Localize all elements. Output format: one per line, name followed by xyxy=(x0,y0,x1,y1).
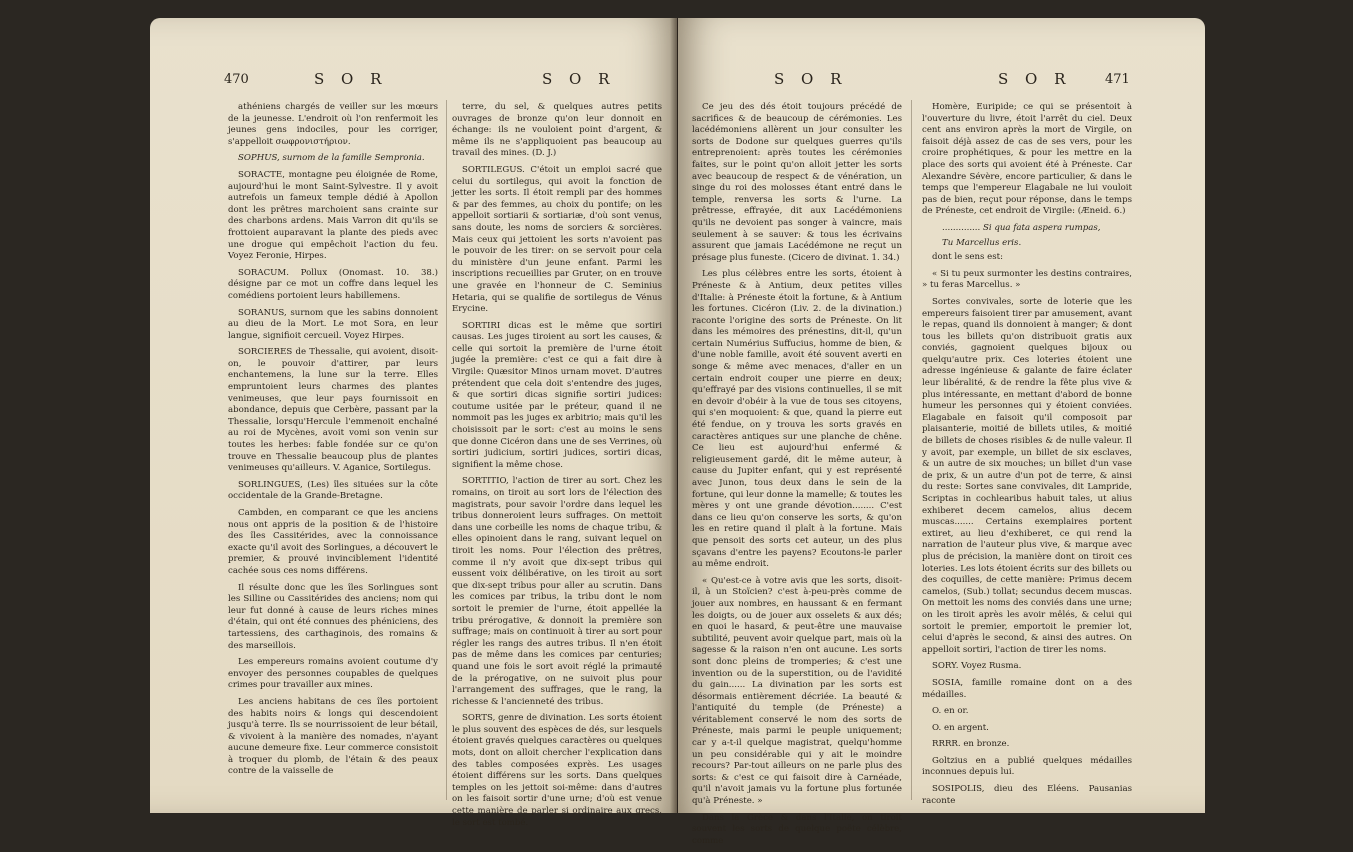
paragraph: Homère, Euripide; ce qui se présentoit à l'ouverture du livre, étoit l'arrêt du ciel. Deux cent ans environ après la mort de Virgile, on faisoit déjà assez de cas de ses vers, pour les croire prophétiques, & pour les mettre en la place des sorts qui avoient été à Préneste. Car Alexandre Sévère, encore particulier, & dans le temps que l'empereur Elagabale ne lui vouloit pas de bien, reçut pour réponse, dans le temps de Préneste, cet endroit de Virgile: (Æneid. 6.) xyxy=(922,102,1132,217)
column-rule xyxy=(446,100,447,800)
running-head-word: S O R xyxy=(314,70,388,88)
paragraph: athéniens chargés de veiller sur les mœurs de la jeunesse. L'endroit où l'on renfermoit les jeunes gens indociles, pour les corriger, s'appelloit σωφρονιστήριον. xyxy=(228,102,438,147)
page-number: 471 xyxy=(1105,72,1130,87)
paragraph: Ce jeu des dés étoit toujours précédé de sacrifices & de beaucoup de cérémonies. Les lacédémoniens allèrent un jour consulter les sorts de Dodone sur quelques guerres qu'ils entreprenoient: après toutes les cérémonies faites, sur le point qu'on alloit jetter les sorts avec beaucoup de respect & de vénération, un singe du roi des molosses étant entré dans le temple, renversa les sorts & l'urne. La prêtresse, effrayée, dit aux Lacédémoniens qu'ils ne devoient pas songer à vaincre, mais seulement à se sauver: & tous les écrivains assurent que jamais Lacédémone ne reçut un présage plus funeste. (Cicero de divinat. 1. 34.) xyxy=(692,102,902,263)
left-page xyxy=(150,18,677,828)
column-rule xyxy=(911,100,912,800)
paragraph: Les anciens habitans de ces îles portoient des habits noirs & longs qui descendoient jusqu'à terre. Ils se nourrissoient de leur bétail, & vivoient à la manière des nomades, n'ayant aucune demeure fixe. Leur commerce consistoit à troquer du plomb, de l'étain & des peaux contre de la vaisselle de xyxy=(228,696,438,777)
paragraph: SORY. Voyez Rusma. xyxy=(932,661,1022,672)
paragraph: SOSIA, famille romaine dont on a des médailles. xyxy=(922,677,1132,700)
paragraph: SORTILEGUS. C'étoit un emploi sacré que celui du sortilegus, qui avoit la fonction de jetter les sorts. Il étoit rempli par des hommes & par des femmes, au choix du pontife; on les appelloit sortiarii & sortiariæ, d'où sont venus, sans doute, les noms de sorciers & sorcières. Mais ceux qui jettoient les sorts n'avoient pas le pouvoir de les tirer: on se servoit pour cela du ministère d'un jeune enfant. Parmi les inscriptions recueillies par Gruter, on en trouve une gravée en l'honneur de C. Seminius Hetaria, qui se qualifie de sortilegus de Vénus Erycine. xyxy=(452,164,662,315)
verse-line: Tu Marcellus eris. xyxy=(942,237,1022,248)
paragraph: SOPHUS, surnom de la famille Sempronia. xyxy=(238,153,425,164)
paragraph: terre, du sel, & quelques autres petits ouvrages de bronze qu'on leur donnoit en échange: ils ne vouloient point d'argent, & même ils ne s'appliquoient pas beaucoup au travail des mines. (D. J.) xyxy=(452,102,662,159)
paragraph: SORTS, genre de divination. Les sorts étoient le plus souvent des espèces de dés, sur lesquels étoient gravés quelques caractères ou quelques mots, dont on alloit chercher l'explication dans des tables composées exprès. Les usages étoient différens sur les sorts. Dans quelques temples on les jettoit soi-même: dans d'autres on les faisoit sortir d'une urne; d'où est venue cette manière de parler si ordinaire aux grecs, le sort est tombé. xyxy=(452,713,662,828)
paragraph: SORLINGUES, (Les) îles situées sur la côte occidentale de la Grande-Bretagne. xyxy=(228,479,438,502)
paragraph: SORANUS, surnom que les sabins donnoient au dieu de la Mort. Le mot Sora, en leur langue, signifioit cercueil. Voyez Hirpes. xyxy=(228,307,438,341)
running-head-word: S O R xyxy=(542,70,616,88)
paragraph: O. en or. xyxy=(932,706,969,717)
paragraph: SORACUM. Pollux (Onomast. 10. 38.) désigne par ce mot un coffre dans lequel les comédiens portoient leurs habillemens. xyxy=(228,267,438,301)
paragraph: O. en argent. xyxy=(932,722,989,733)
paragraph: Les empereurs romains avoient coutume d'y envoyer des personnes coupables de quelques crimes pour travailler aux mines. xyxy=(228,657,438,691)
paragraph: SORTIRI dicas est le même que sortiri causas. Les juges tiroient au sort les causes, & celle qui sortoit la première de l'urne étoit jugée la première: c'est ce qui a fait dire à Virgile: Quæsitor Minos urnam movet. D'autres prétendent que cela doit s'entendre des juges, & que sortiri dicas signifie sortiri judices: coutume usitée par le préteur, quand il ne nommoit pas les juges ex arbitrio; mais qu'il les choisissoit par le sort: c'est au moins le sens que donne Cicéron dans une de ses Verrines, où sortiri judicium, sortiri judices, sortiri dicas, signifient la même chose. xyxy=(452,320,663,470)
paragraph: Sortes convivales, sorte de loterie que les empereurs faisoient tirer par amusement, avant le repas, quand ils donnoient à manger; & dont tous les billets qu'on distribuoit gratis aux conviés, gagnoient quelques bijoux ou quelqu'autre prix. Ces loteries étoient une adresse ingénieuse & galante de faire éclater leur libéralité, & de rendre la fête plus vive & plus intéressante, en mettant d'abord de bonne humeur les personnes qui y étoient conviées. Elagabale en faisoit qu'il composoit par plaisanterie, moitié de billets utiles, & moitié de billets de choses risibles & de nulle valeur. Il y avoit, par exemple, un billet de six esclaves, & un autre de six mouches; un billet d'un vase de prix, & un autre d'un pot de terre, & ainsi du reste: Sortes sane convivales, dit Lampride, Scriptas in cochlearibus habuit tales, ut alius exhiberet decem camelos, alius decem muscas....... Certains exemplaires portent extiret, au lieu d'exhiberet, ce qui rend la narration de l'auteur plus vive, & marque avec plus de précision, la manière dont on tiroit ces loteries. Les lots étoient écrits sur des billets ou des coquilles, de cette manière: Primus decem camelos, (Sub.) tollat; secundus decem muscas. On mettoit les noms des conviés dans une urne; on les tiroit après les avoir mêlés, & celui qui sortoit le premier, emportoit le premier lot, celui d'après le second, & ainsi des autres. On appelloit sortiri, l'action de tirer les noms. xyxy=(922,296,1132,655)
running-head-word: S O R xyxy=(774,70,848,88)
right-running-head xyxy=(678,68,1205,94)
paragraph: Il résulte donc que les îles Sorlingues sont les Silline ou Cassitérides des anciens; nom qui leur fut donné à cause de leurs riches mines d'étain, qui ont été connues des phéniciens, des tartessiens, des carthaginois, des romains & des marseillois. xyxy=(228,582,438,651)
paragraph: Cambden, en comparant ce que les anciens nous ont appris de la position & de l'histoire des îles Cassitérides, avec la connoissance exacte qu'il avoit des Sorlingues, a découvert le premier, & prouvé invinciblement l'identité cachée sous ces noms différens. xyxy=(228,508,438,576)
paragraph: SOSIPOLIS, dieu des Eléens. Pausanias raconte xyxy=(922,784,1132,806)
left-column-1 xyxy=(228,102,438,783)
paragraph: SORTITIO, l'action de tirer au sort. Chez les romains, on tiroit au sort lors de l'élection des magistrats, pour savoir l'ordre dans lequel les tribus donneroient leurs suffrages. On mettoit dans une corbeille les noms de chaque tribu, & elles opinoient dans le rang, suivant lequel on tiroit les noms. Pour l'élection des prêtres, comme il n'y avoit que dix-sept tribus qui eussent voix délibérative, on les tiroit au sort que dix-sept tribus pour aller au scrutin. Dans les comices par tribus, la tribu dont le nom sortoit le premier de l'urne, étoit appellée la tribu prérogative, & donnoit la première son suffrage; mais on continuoit à tirer au sort pour régler les rangs des autres tribus. Il n'en étoit pas de même dans les comices par centuries; quand une fois le sort avoit réglé la primauté de la prérogative, on ne suivoit plus pour l'arrangement des suffrages, que le rang, la richesse & l'ancienneté des tribus. xyxy=(452,476,662,707)
page-number: 470 xyxy=(224,72,249,87)
open-book xyxy=(150,18,1205,846)
paragraph: Les plus célèbres entre les sorts, étoient à Préneste & à Antium, deux petites villes d'Italie: à Préneste étoit la fortune, & à Antium les fortunes. Cicéron (Liv. 2. de la divination.) raconte l'origine des sorts de Préneste. On lit dans les mémoires des prénestins, dit-il, qu'un certain Numérius Suffucius, homme de bien, & d'une noble famille, avoit été souvent averti en songe & même avec menaces, d'aller en un certain endroit couper une pierre en deux; qu'effrayé par des visions continuelles, il se mit en devoir d'obéir à la vue de tous ses citoyens, qui s'en moquoient: & que, quand la pierre eut été fendue, on y trouva les sorts gravés en caractères antiques sur une planche de chêne. Ce lieu est aujourd'hui enfermé & religieusement gardé, dit le même auteur, à cause du Jupiter enfant, qui y est représenté avec Junon, tous deux dans le sein de la fortune, qui leur donne la mamelle; & toutes les mères y ont une grande dévotion........ C'est dans ce lieu qu'on conserve les sorts, & qu'on les en retire quand il plaît à la fortune. Mais que pensoit des sorts cet auteur, un des plus sçavans d'entre les payens? Ecoutons-le parler au même endroit. xyxy=(692,269,902,570)
paragraph: « Qu'est-ce à votre avis que les sorts, disoit-il, à un Stoïcien? c'est à-peu-près comme de jouer aux nombres, en haussant & en fermant les doigts, ou de jouer aux osselets & aux dés; en quoi le hasard, & peut-être une mauvaise subtilité, peuvent avoir quelque part, mais où la sagesse & la raison n'en ont aucune. Les sorts sont donc pleins de tromperies; & c'est une invention ou de la superstition, ou de l'avidité du gain...... La divination par les sorts est désormais entièrement décriée. La beauté & l'antiquité du temple (de Préneste) a véritablement conservé le nom des sorts de Préneste, mais parmi le peuple uniquement; car y a-t-il quelque magistrat, quelqu'homme un peu considérable qui y ait le moindre recours? Par-tout ailleurs on ne parle plus des sorts: & c'est ce qui faisoit dire à Carnéade, qu'il n'avoit jamais vu la fortune plus fortunée qu'à Préneste. » xyxy=(692,575,902,807)
paragraph: Goltzius en a publié quelques médailles inconnues depuis lui. xyxy=(922,755,1132,778)
paragraph: dont le sens est: xyxy=(932,252,1003,263)
right-column-1 xyxy=(692,102,902,852)
running-head-word: S O R xyxy=(998,70,1072,88)
paragraph: SORACTE, montagne peu éloignée de Rome, aujourd'hui le mont Saint-Sylvestre. Il y avoit autrefois un fameux temple dédié à Apollon dont les prêtres marchoient sans crainte sur des charbons ardens. Mais Varron dit qu'ils se frottoient auparavant la plante des pieds avec une drogue qui empêchoit l'action du feu. Voyez Feronie, Hirpes. xyxy=(228,169,438,262)
right-page xyxy=(678,18,1205,846)
paragraph: SORCIERES de Thessalie, qui avoient, disoit-on, le pouvoir d'attirer, par leurs enchantemens, la lune sur la terre. Elles empruntoient leurs charmes des plantes venimeuses, que leur pays fournissoit en abondance, depuis que Cerbère, passant par la Thessalie, lorsqu'Hercule l'emmenoit enchaîné au roi de Mycènes, avoit vomi son venin sur toutes les herbes: fable fondée sur ce qu'on trouve en Thessalie beaucoup plus de plantes venimeuses qu'ailleurs. V. Aganice, Sortilegus. xyxy=(228,347,438,474)
paragraph: « Si tu peux surmonter les destins contraires, » tu feras Marcellus. » xyxy=(922,268,1132,291)
paragraph: Dans la Grèce & dans l'Italie, on tiroit souvent les sorts de quelque poëte célèbre, comme xyxy=(692,812,902,846)
left-column-2 xyxy=(452,102,662,834)
left-running-head xyxy=(150,68,677,94)
right-column-2 xyxy=(922,102,1132,812)
verse-line: .............. Si qua fata aspera rumpas, xyxy=(942,222,1101,233)
paragraph: RRRR. en bronze. xyxy=(932,739,1010,750)
